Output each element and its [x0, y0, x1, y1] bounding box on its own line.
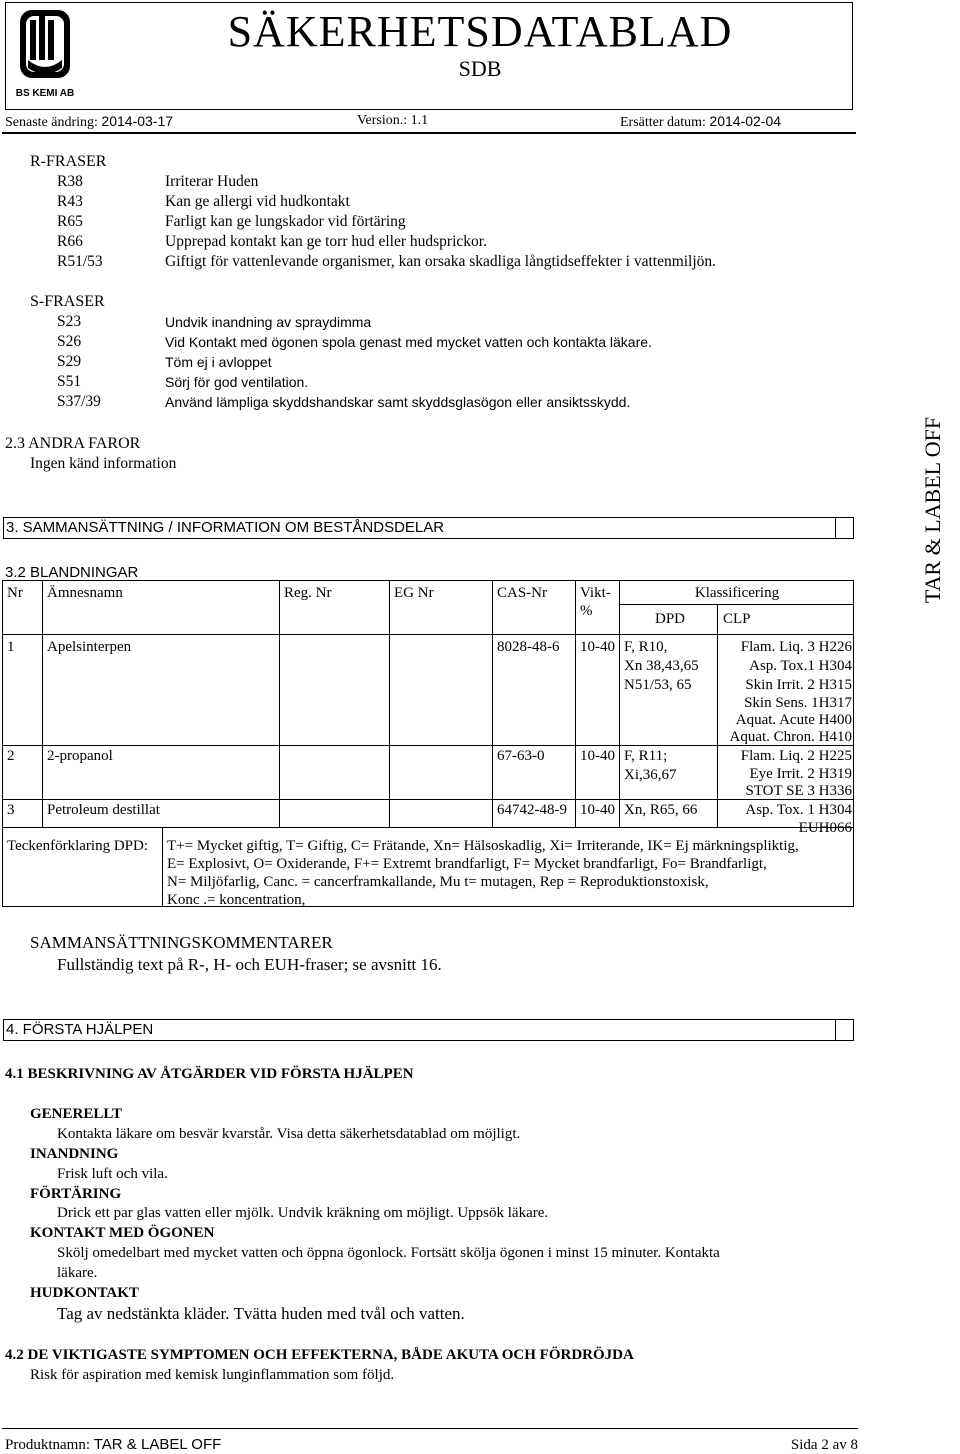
section-3-bar	[3, 517, 854, 539]
table-row-cas: 8028-48-6	[497, 639, 560, 655]
logo-text: BS KEMI AB	[15, 88, 75, 99]
symptoms-heading: 4.2 DE VIKTIGASTE SYMPTOMEN OCH EFFEKTERNA, BÅDE AKUTA OCH FÖRDRÖJDA	[5, 1347, 634, 1363]
col-weight-unit: %	[580, 603, 593, 619]
r-phrase-text: Upprepad kontakt kan ge torr hud eller hudsprickor.	[165, 233, 487, 250]
ingestion-heading: FÖRTÄRING	[30, 1186, 122, 1202]
table-row-nr: 2	[7, 748, 15, 764]
s-phrase-code: S29	[57, 353, 82, 370]
other-hazards-heading: 2.3 ANDRA FAROR	[5, 435, 141, 452]
skin-contact-heading: HUDKONTAKT	[30, 1285, 139, 1301]
s-phrase-code: S51	[57, 373, 82, 390]
col-cas: CAS-Nr	[497, 585, 548, 601]
r-phrase-text: Irriterar Huden	[165, 173, 259, 190]
col-weight: Vikt-	[580, 585, 611, 601]
s-phrases-heading: S-FRASER	[30, 293, 105, 310]
s-phrase-text: Vid Kontakt med ögonen spola genast med mycket vatten och kontakta läkare.	[165, 334, 652, 350]
table-row-nr: 3	[7, 802, 15, 818]
version-label: Version.:	[357, 113, 408, 128]
legend-line: Konc .= koncentration,	[167, 892, 306, 908]
last-changed-value: 2014-03-17	[101, 113, 174, 129]
footer-product	[5, 1436, 221, 1454]
col-clp: CLP	[723, 611, 751, 627]
eye-contact-text: Skölj omedelbart med mycket vatten och öppna ögonlock. Fortsätt skölja ögonen i minst 15 minuter. Kontakta	[57, 1245, 720, 1261]
table-row-clp: Asp. Tox. 1 H304	[745, 802, 852, 818]
table-row-clp: Eye Irrit. 2 H319	[749, 766, 852, 782]
composition-comments-text: Fullständig text på R-, H- och EUH-fraser; se avsnitt 16.	[57, 955, 442, 974]
product-label: Produktnamn:	[5, 1437, 90, 1453]
col-nr: Nr	[7, 585, 23, 601]
table-row-clp: Aquat. Chron. H410	[729, 729, 852, 745]
table-row-dpd: Xn, R65, 66	[624, 802, 698, 818]
replaces-label: Ersätter datum:	[620, 115, 706, 130]
first-aid-heading: 4.1 BESKRIVNING AV ÅTGÄRDER VID FÖRSTA HJÄLPEN	[5, 1066, 414, 1082]
legend-label: Teckenförklaring DPD:	[7, 838, 148, 854]
product-name: TAR & LABEL OFF	[93, 1436, 222, 1453]
legend-line: E= Explosivt, O= Oxiderande, F+= Extremt brandfarligt, F= Mycket brandfarligt, Fo= Brandfarligt,	[167, 856, 767, 872]
version-info	[357, 113, 428, 129]
general-heading: GENERELLT	[30, 1106, 122, 1122]
r-phrase-code: R51/53	[57, 253, 103, 270]
col-reg: Reg. Nr	[284, 585, 332, 601]
skin-contact-text: Tag av nedstänkta kläder. Tvätta huden med tvål och vatten.	[57, 1304, 465, 1323]
table-row-clp: Flam. Liq. 2 H225	[740, 748, 852, 764]
header-rule	[2, 132, 856, 134]
s-phrase-text: Töm ej i avloppet	[165, 354, 272, 370]
r-phrase-text: Kan ge allergi vid hudkontakt	[165, 193, 350, 210]
table-row-weight: 10-40	[580, 802, 615, 818]
product-sidebar-label	[905, 416, 960, 604]
legend-line: T+= Mycket giftig, T= Giftig, C= Frätande, Xn= Hälsoskadlig, Xi= Irriterande, IK= Ej märkningspliktig,	[167, 838, 799, 854]
mixtures-heading: 3.2 BLANDNINGAR	[5, 564, 139, 581]
last-changed-label: Senaste ändring:	[5, 115, 98, 130]
table-row-weight: 10-40	[580, 748, 615, 764]
r-phrase-text: Giftigt för vattenlevande organismer, kan orsaka skadliga långtidseffekter i vattenmiljön.	[165, 253, 717, 270]
inhalation-text: Frisk luft och vila.	[57, 1166, 168, 1182]
s-phrase-code: S26	[57, 333, 82, 350]
version-value: 1.1	[410, 113, 429, 128]
s-phrase-code: S37/39	[57, 393, 101, 410]
s-phrase-text: Sörj för god ventilation.	[165, 374, 309, 390]
col-dpd: DPD	[655, 611, 686, 627]
r-phrases-heading: R-FRASER	[30, 153, 107, 170]
r-phrase-code: R43	[57, 193, 83, 210]
col-classification: Klassificering	[694, 585, 780, 601]
company-logo	[14, 6, 76, 102]
replaces-date	[620, 113, 781, 131]
col-name: Ämnesnamn	[47, 585, 123, 601]
legend-line: N= Miljöfarlig, Canc. = cancerframkallande, Mu t= mutagen, Rep = Reproduktionstoxisk,	[167, 874, 709, 890]
other-hazards-text: Ingen känd information	[30, 455, 177, 472]
table-row-clp: Flam. Liq. 3 H226	[740, 639, 852, 655]
col-eg: EG Nr	[394, 585, 434, 601]
table-row-dpd: N51/53, 65	[624, 677, 692, 693]
table-row-cas: 64742-48-9	[497, 802, 567, 818]
table-row-clp: Skin Sens. 1H317	[744, 695, 852, 711]
table-row-clp: Asp. Tox.1 H304	[749, 658, 852, 674]
sidebar-text: TAR & LABEL OFF	[920, 416, 945, 604]
r-phrase-text: Farligt kan ge lungskador vid förtäring	[165, 213, 406, 230]
s-phrase-text: Använd lämpliga skyddshandskar samt skyddsglasögon eller ansiktsskydd.	[165, 394, 631, 410]
section-4-bar	[3, 1019, 854, 1041]
document-subtitle: SDB	[458, 56, 502, 81]
page-number: Sida 2 av 8	[790, 1437, 858, 1453]
table-row-cas: 67-63-0	[497, 748, 545, 764]
s-phrase-text: Undvik inandning av spraydimma	[165, 314, 372, 330]
table-row-dpd: Xn 38,43,65	[624, 658, 699, 674]
table-row-dpd: Xi,36,67	[624, 767, 677, 783]
ingestion-text: Drick ett par glas vatten eller mjölk. Undvik kräkning om möjligt. Uppsök läkare.	[57, 1205, 549, 1221]
table-row-name: Petroleum destillat	[47, 802, 160, 818]
r-phrase-code: R66	[57, 233, 83, 250]
section-3-heading: 3. SAMMANSÄTTNING / INFORMATION OM BESTÅNDSDELAR	[6, 519, 445, 536]
eye-contact-text-cont: läkare.	[57, 1265, 98, 1281]
table-row-clp: Aquat. Acute H400	[735, 712, 852, 728]
table-row-clp: Skin Irrit. 2 H315	[745, 677, 852, 693]
footer-rule	[2, 1428, 858, 1429]
inhalation-heading: INANDNING	[30, 1146, 119, 1162]
replaces-value: 2014-02-04	[709, 113, 782, 129]
r-phrase-code: R65	[57, 213, 83, 230]
table-row-nr: 1	[7, 639, 15, 655]
table-row-clp: EUH066	[798, 820, 852, 836]
table-row-dpd: F, R11;	[624, 748, 668, 764]
section-4-checkbox	[835, 1019, 854, 1040]
composition-comments-heading: SAMMANSÄTTNINGSKOMMENTARER	[30, 933, 333, 952]
table-row-name: Apelsinterpen	[47, 639, 132, 655]
eye-contact-heading: KONTAKT MED ÖGONEN	[30, 1225, 215, 1241]
section-4-heading: 4. FÖRSTA HJÄLPEN	[6, 1021, 154, 1038]
table-row-name: 2-propanol	[47, 748, 113, 764]
r-phrase-code: R38	[57, 173, 83, 190]
document-title: SÄKERHETSDATABLAD	[227, 7, 733, 56]
general-text: Kontakta läkare om besvär kvarstår. Visa detta säkerhetsdatablad om möjligt.	[57, 1126, 521, 1142]
symptoms-text: Risk för aspiration med kemisk lunginflammation som följd.	[30, 1367, 395, 1383]
table-row-clp: STOT SE 3 H336	[745, 783, 852, 799]
table-row-dpd: F, R10,	[624, 639, 668, 655]
section-3-checkbox	[835, 517, 854, 538]
table-row-weight: 10-40	[580, 639, 615, 655]
s-phrase-code: S23	[57, 313, 82, 330]
